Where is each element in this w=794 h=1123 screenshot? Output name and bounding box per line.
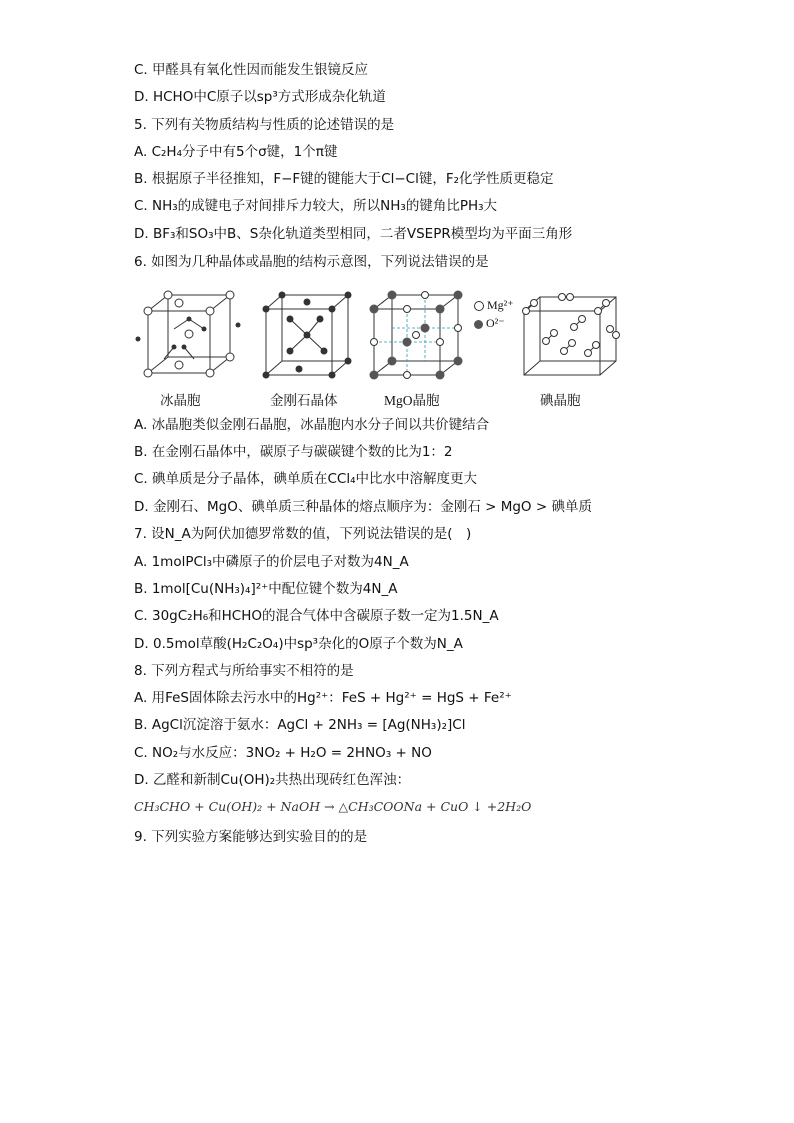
option-c-q7: C. 30gC₂H₆和HCHO的混合气体中含碳原子数一定为1.5N_A <box>134 608 499 624</box>
option-d-q5: D. BF₃和SO₃中B、S杂化轨道类型相同，二者VSEPR模型均为平面三角形 <box>134 226 573 242</box>
question-6: 6. 如图为几种晶体或晶胞的结构示意图，下列说法错误的是 <box>134 254 489 270</box>
option-c-q5: C. NH₃的成键电子对间排斥力较大，所以NH₃的键角比PH₃大 <box>134 198 498 214</box>
option-a-q6: A. 冰晶胞类似金刚石晶胞，冰晶胞内水分子间以共价键结合 <box>134 417 490 433</box>
question-7: 7. 设N_A为阿伏加德罗常数的值，下列说法错误的是( ) <box>134 526 472 542</box>
option-d-q8: D. 乙醛和新制Cu(OH)₂共热出现砖红色浑浊： <box>134 772 411 788</box>
caption-mgo: MgO晶胞 <box>384 393 440 408</box>
mg-ion-marker-icon <box>474 301 484 311</box>
caption-iodine: 碘晶胞 <box>540 393 581 408</box>
option-b-q7: B. 1mol[Cu(NH₃)₄]²⁺中配位键个数为4N_A <box>134 581 398 597</box>
o-ion-label: O²⁻ <box>486 316 505 330</box>
option-d-q4: D. HCHO中C原子以sp³方式形成杂化轨道 <box>134 89 386 105</box>
caption-ice: 冰晶胞 <box>160 393 201 408</box>
option-b-q8: B. AgCl沉淀溶于氨水：AgCl + 2NH₃ = [Ag(NH₃)₂]Cl <box>134 717 466 733</box>
legend-mg-ion <box>474 298 514 313</box>
question-8: 8. 下列方程式与所给事实不相符的是 <box>134 663 354 679</box>
question-5: 5. 下列有关物质结构与性质的论述错误的是 <box>134 117 395 133</box>
option-c-q4: C. 甲醛具有氧化性因而能发生银镜反应 <box>134 62 369 78</box>
option-d-q6: D. 金刚石、MgO、碘单质三种晶体的熔点顺序为：金刚石 > MgO > 碘单质 <box>134 499 592 515</box>
option-b-q6: B. 在金刚石晶体中，碳原子与碳碳键个数的比为1：2 <box>134 444 453 460</box>
option-b-q5: B. 根据原子半径推知，F−F键的键能大于Cl−Cl键，F₂化学性质更稳定 <box>134 171 554 187</box>
option-d-q7: D. 0.5mol草酸(H₂C₂O₄)中sp³杂化的O原子个数为N_A <box>134 636 463 652</box>
legend-o-ion <box>474 316 505 331</box>
option-a-q7: A. 1molPCl₃中磷原子的价层电子对数为4N_A <box>134 554 409 570</box>
ice-crystal-figure <box>134 289 244 388</box>
option-c-q6: C. 碘单质是分子晶体，碘单质在CCl₄中比水中溶解度更大 <box>134 471 478 487</box>
mg-ion-label: Mg²⁺ <box>487 298 514 312</box>
diamond-crystal-figure <box>260 289 355 388</box>
question-9: 9. 下列实验方案能够达到实验目的的是 <box>134 829 368 845</box>
option-c-q8: C. NO₂与水反应：3NO₂ + H₂O = 2HNO₃ + NO <box>134 745 432 761</box>
option-a-q8: A. 用FeS固体除去污水中的Hg²⁺：FeS + Hg²⁺ = HgS + Fe²⁺ <box>134 690 512 706</box>
mgo-crystal-figure <box>368 289 468 388</box>
o-ion-marker-icon <box>474 320 483 329</box>
caption-diamond: 金刚石晶体 <box>270 393 338 408</box>
iodine-crystal-figure <box>518 289 623 388</box>
equation-d-q8: CH₃CHO + Cu(OH)₂ + NaOH → △CH₃COONa + CuO ↓ +2H₂O <box>134 799 532 814</box>
option-a-q5: A. C₂H₄分子中有5个σ键，1个π键 <box>134 144 338 160</box>
